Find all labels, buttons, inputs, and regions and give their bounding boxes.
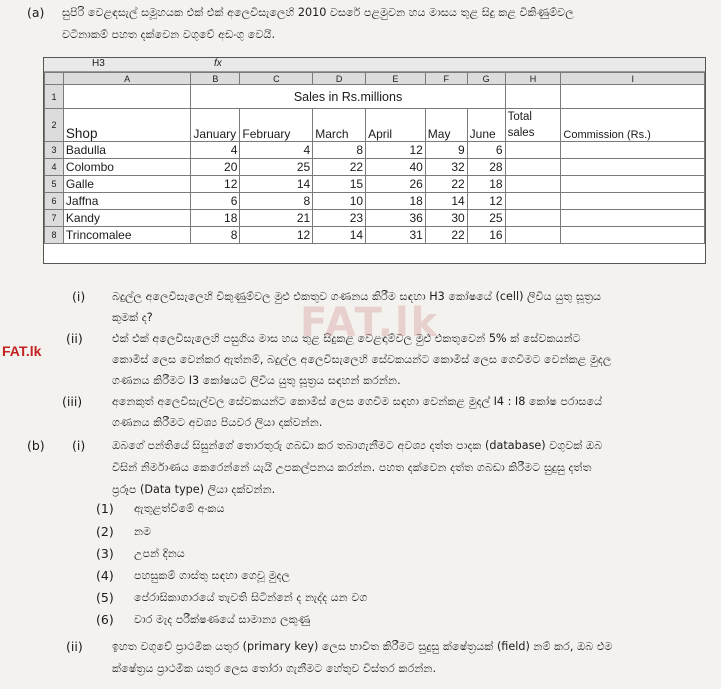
column-header[interactable]: B (191, 73, 240, 85)
question-a-ii-line2: කොමිස් ලෙස වෙන්කර ඇත්නම්, බදුල්ල අලෙවිසැලෙහි සේවකයන්ට කොමිස් ලෙස ගෙවීමට වෙන්කළ මුදල (112, 353, 612, 366)
table-row (45, 159, 705, 176)
column-header[interactable]: D (313, 73, 366, 85)
sales-value-cell[interactable]: 18 (366, 193, 426, 210)
commission-cell[interactable] (561, 193, 705, 210)
sales-value-cell[interactable]: 8 (240, 193, 313, 210)
sales-value-cell[interactable]: 31 (366, 227, 426, 244)
sales-value-cell[interactable]: 6 (467, 142, 505, 159)
sales-value-cell[interactable]: 12 (191, 176, 240, 193)
commission-cell[interactable] (561, 210, 705, 227)
question-b-ii-line2: ක්ෂේත්‍රය ප්‍රාථමික යතුර ලෙස තෝරා ගැනීමට හේතුව විස්තර කරන්න. (112, 662, 437, 675)
sales-value-cell[interactable]: 8 (191, 227, 240, 244)
row-header[interactable]: 6 (45, 193, 64, 210)
sales-title-cell[interactable]: Sales in Rs.millions (191, 85, 505, 109)
sales-value-cell[interactable]: 28 (467, 159, 505, 176)
shop-header-cell[interactable]: Shop (63, 109, 191, 142)
sales-value-cell[interactable]: 12 (240, 227, 313, 244)
item-text: පහසුකම් ගාස්තු සඳහා ගෙවූ මුදල (134, 569, 291, 582)
sales-value-cell[interactable]: 18 (467, 176, 505, 193)
sales-value-cell[interactable]: 23 (313, 210, 366, 227)
sales-value-cell[interactable]: 8 (313, 142, 366, 159)
sales-value-cell[interactable]: 26 (366, 176, 426, 193)
item-number: (5) (96, 590, 114, 605)
item-text: උපන් දිනය (134, 547, 185, 560)
cell[interactable] (561, 85, 705, 109)
sales-value-cell[interactable]: 16 (467, 227, 505, 244)
commission-header-cell[interactable]: Commission (Rs.) (561, 109, 705, 142)
sales-value-cell[interactable]: 25 (240, 159, 313, 176)
commission-cell[interactable] (561, 176, 705, 193)
item-number: (1) (96, 501, 114, 516)
sales-value-cell[interactable]: 18 (191, 210, 240, 227)
shop-cell[interactable]: Trincomalee (63, 227, 191, 244)
sales-value-cell[interactable]: 20 (191, 159, 240, 176)
month-header-cell[interactable]: February (240, 109, 313, 142)
sales-value-cell[interactable]: 40 (366, 159, 426, 176)
watermark-text: FAT.lk (300, 300, 440, 346)
shop-cell[interactable]: Colombo (63, 159, 191, 176)
cell[interactable] (63, 85, 191, 109)
question-a-ii-line3: ගණනය කිරීමට I3 කෝෂයට ලිවිය යුතු සූත්‍රය සඳහන් කරන්න. (112, 374, 401, 387)
table-row (45, 210, 705, 227)
total-cell[interactable] (505, 193, 561, 210)
question-a-iii-line1: අනෙකුත් අලෙවිසැල්වල සේවකයන්ට කොමිස් ලෙස ගෙවීම සඳහා වෙන්කළ මුදල් I4 : I8 කෝෂ පරාසයේ (112, 395, 603, 408)
column-header[interactable]: F (425, 73, 467, 85)
month-header-cell[interactable]: January (191, 109, 240, 142)
sales-value-cell[interactable]: 14 (313, 227, 366, 244)
question-a-i-line1: බදුල්ල අලෙවිසැලෙහි විකුණුම්වල මුළු එකතුව ගණනය කිරීම සඳහා H3 කෝෂයේ (cell) ලිවිය යුතු සූත්‍රය (112, 290, 602, 303)
sales-value-cell[interactable]: 10 (313, 193, 366, 210)
table-row (45, 227, 705, 244)
cell[interactable] (505, 85, 561, 109)
shop-cell[interactable]: Galle (63, 176, 191, 193)
sales-value-cell[interactable]: 4 (240, 142, 313, 159)
spreadsheet (43, 57, 706, 264)
question-a-ii-line1: එක් එක් අලෙවිසැලෙහි පසුගිය මාස හය තුළ සිදුකළ වෙළඳාම්වල මුළු එකතුවෙන් 5% ක් සේවකයන්ට (112, 332, 581, 345)
item-text: නම (134, 525, 152, 538)
total-cell[interactable] (505, 210, 561, 227)
month-header-cell[interactable]: June (467, 109, 505, 142)
item-number: (3) (96, 546, 114, 561)
fat-logo-label: FAT.lk (2, 343, 42, 359)
sales-value-cell[interactable]: 32 (425, 159, 467, 176)
question-a-iii-line2: ගණනය කිරීමට අවශ්‍ය පියවර ලියා දක්වන්න. (112, 416, 323, 429)
question-b-ii-number: (ii) (66, 639, 83, 654)
sales-table (44, 72, 705, 244)
table-row (45, 142, 705, 159)
row-header[interactable]: 2 (45, 109, 64, 142)
sales-value-cell[interactable]: 15 (313, 176, 366, 193)
sales-value-cell[interactable]: 30 (425, 210, 467, 227)
formula-bar (44, 58, 705, 72)
month-header-cell[interactable]: April (366, 109, 426, 142)
column-header[interactable]: G (467, 73, 505, 85)
question-b-i-line2: විසින් නිර්මාණය කෙරෙන්නේ යැයි උපකල්පනය කරන්න. පහත දක්වෙන දත්ත ගබඩා කිරීමට සුදුසු දත්ත (112, 461, 592, 474)
part-a-label: (a) (27, 5, 45, 20)
sales-value-cell[interactable]: 22 (425, 176, 467, 193)
sales-value-cell[interactable]: 14 (425, 193, 467, 210)
item-number: (2) (96, 524, 114, 539)
question-b-i-line1: ඔබගේ පන්තියේ සිසුන්ගේ තොරතුරු ගබඩා කර තබාගැනීමට අවශ්‍ය දත්ත පාදක (database) වගුවක් ඔබ (112, 439, 603, 452)
row-header[interactable]: 3 (45, 142, 64, 159)
question-b-i-line3: ප්‍රරූප (Data type) ලියා දක්වන්න. (112, 483, 276, 496)
commission-cell[interactable] (561, 142, 705, 159)
total-cell[interactable] (505, 159, 561, 176)
question-a-iii-number: (iii) (62, 394, 83, 409)
row-header[interactable]: 8 (45, 227, 64, 244)
sales-value-cell[interactable]: 22 (313, 159, 366, 176)
total-cell[interactable] (505, 227, 561, 244)
column-header[interactable]: I (561, 73, 705, 85)
sales-value-cell[interactable]: 36 (366, 210, 426, 227)
sales-value-cell[interactable]: 12 (366, 142, 426, 159)
item-text: වාර මැද පරීක්ෂණයේ සාමාන්‍ය ලකුණු (134, 613, 311, 626)
row-header[interactable]: 7 (45, 210, 64, 227)
sales-value-cell[interactable]: 12 (467, 193, 505, 210)
row-header[interactable]: 5 (45, 176, 64, 193)
month-header-cell[interactable]: March (313, 109, 366, 142)
column-header[interactable]: E (366, 73, 426, 85)
total-cell[interactable] (505, 176, 561, 193)
shop-cell[interactable]: Kandy (63, 210, 191, 227)
item-text: ඇතුළත්වීමේ අංකය (134, 502, 225, 515)
table-row (45, 176, 705, 193)
row-header[interactable]: 1 (45, 85, 64, 109)
item-text: පේරාසිකාගාරයේ තැවති සිටින්නේ ද නැද්ද යන වග (134, 591, 368, 604)
column-header[interactable]: H (505, 73, 561, 85)
name-box[interactable]: H3 (92, 58, 105, 69)
corner-cell[interactable] (45, 73, 64, 85)
sales-value-cell[interactable]: 21 (240, 210, 313, 227)
sales-value-cell[interactable]: 25 (467, 210, 505, 227)
sales-value-cell[interactable]: 6 (191, 193, 240, 210)
shop-cell[interactable]: Badulla (63, 142, 191, 159)
column-header[interactable]: A (63, 73, 191, 85)
sales-value-cell[interactable]: 4 (191, 142, 240, 159)
question-b-i-number: (i) (72, 438, 86, 453)
item-number: (4) (96, 568, 114, 583)
commission-cell[interactable] (561, 159, 705, 176)
total-cell[interactable] (505, 142, 561, 159)
sales-value-cell[interactable]: 22 (425, 227, 467, 244)
month-header-cell[interactable]: May (425, 109, 467, 142)
part-a-intro-line1: සුපිරි වෙළඳසැල් සමූහයක එක් එක් අලෙවිසැලෙහි 2010 වසරේ පළමුවන හය මාසය තුළ සිදු කළ විකිණුම්වල (62, 6, 574, 19)
question-a-i-line2: කුමක් ද? (112, 311, 153, 324)
sales-value-cell[interactable]: 9 (425, 142, 467, 159)
column-header[interactable]: C (240, 73, 313, 85)
question-b-ii-line1: ඉහත වගුවේ ප්‍රාථමික යතුර (primary key) ලෙස භාවිත කිරීමට සුදුසු ක්ෂේත්‍රයක් (field) නම් කර, ඔබ එම (112, 640, 613, 653)
question-a-ii-number: (ii) (66, 331, 83, 346)
sales-value-cell[interactable]: 14 (240, 176, 313, 193)
question-a-i-number: (i) (72, 289, 86, 304)
total-sales-header-cell[interactable]: Total sales (505, 109, 561, 142)
fx-icon[interactable]: fx (214, 58, 222, 69)
row-header[interactable]: 4 (45, 159, 64, 176)
part-b-label: (b) (27, 438, 45, 453)
commission-cell[interactable] (561, 227, 705, 244)
part-a-intro-line2: වටිනාකම් පහත දක්වෙන වගුවේ අඩංගු වෙයි. (62, 28, 276, 41)
item-number: (6) (96, 612, 114, 627)
shop-cell[interactable]: Jaffna (63, 193, 191, 210)
table-row (45, 193, 705, 210)
